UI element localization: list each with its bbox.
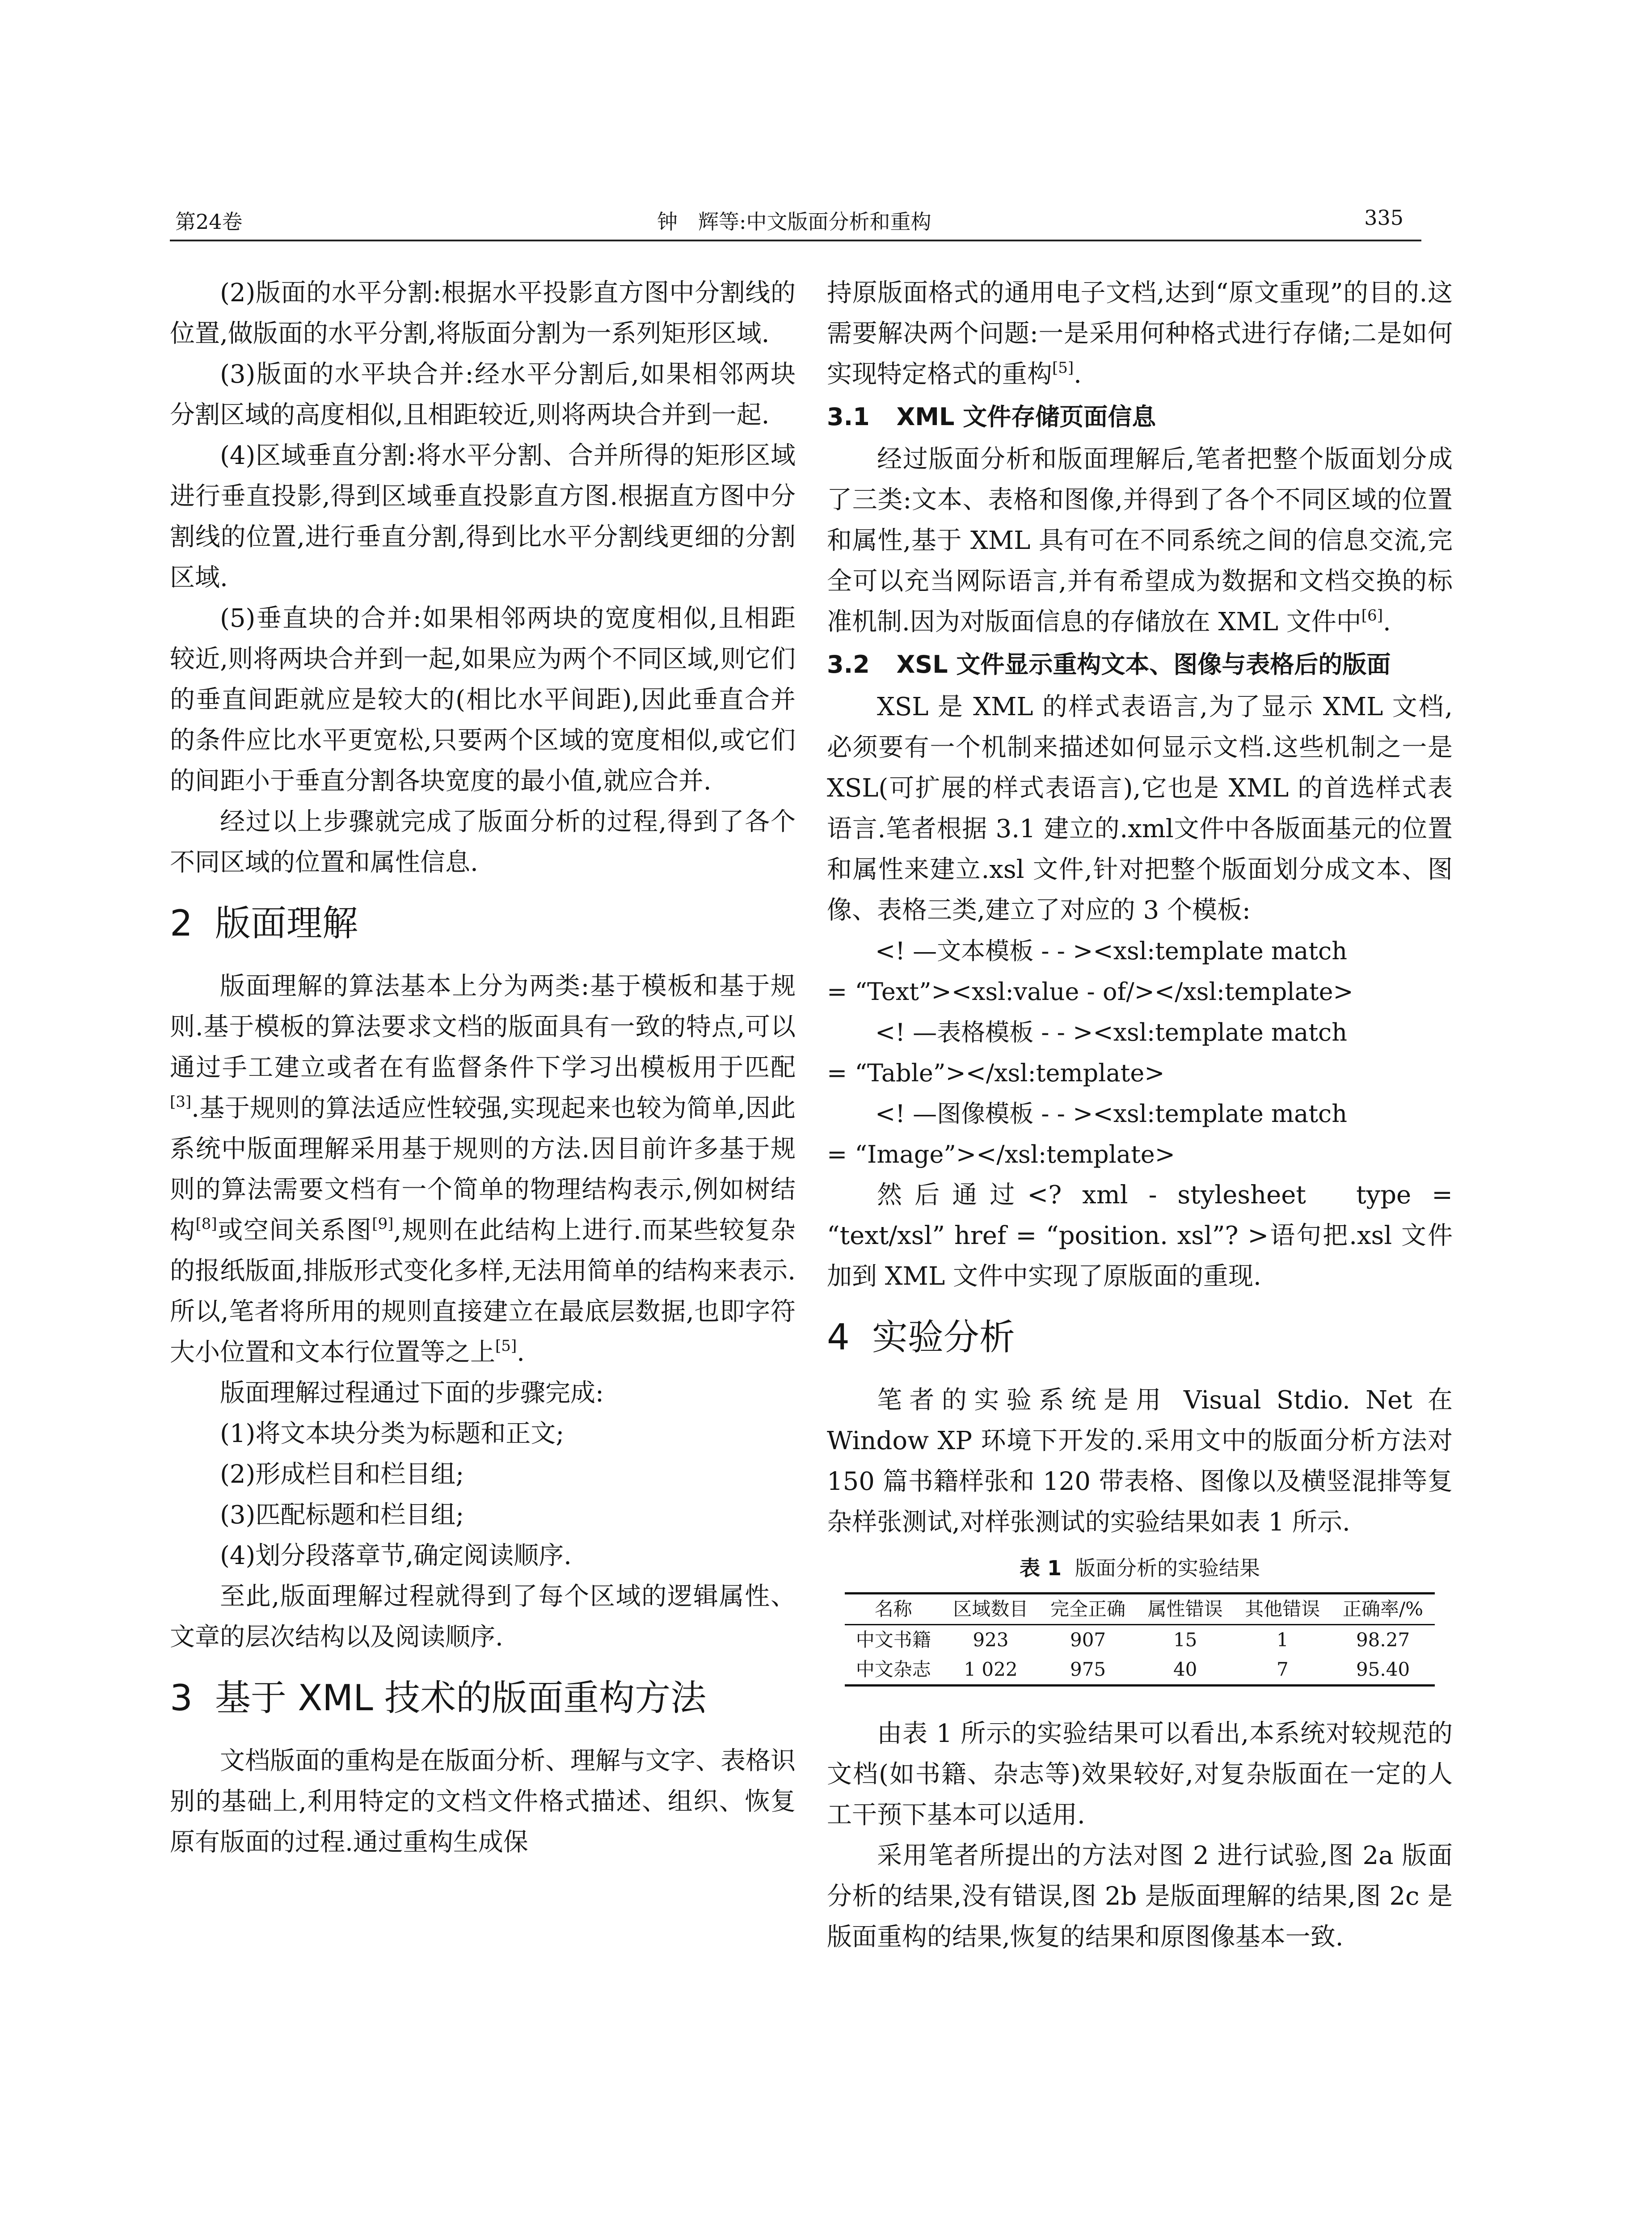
- table-header-row: [845, 1594, 1435, 1625]
- section-number: 4: [827, 1316, 850, 1358]
- paragraph: 然后通过<? xml - stylesheet type = “text/xsl” href = “position. xsl”? >语句把.xsl 文件加到 XML 文件中实现了原版面的重现.: [827, 1181, 1453, 1291]
- table-cell: 923: [973, 1629, 1009, 1651]
- text-run: .: [1074, 360, 1082, 389]
- paragraph: [827, 439, 1453, 642]
- code-line: = “Image”></xsl:template>: [827, 1140, 1175, 1168]
- paragraph: [827, 273, 1453, 395]
- citation: [3]: [170, 1093, 192, 1111]
- subsection-title: XML 文件存储页面信息: [896, 403, 1156, 431]
- table-cell: 1 022: [964, 1658, 1018, 1680]
- results-table: [845, 1592, 1435, 1687]
- list-item: (1)将文本块分类为标题和正文;: [220, 1419, 565, 1448]
- text-run: .基于规则的算法适应性较强,实现起来也较为简单,因此系统中版面理解采用基于规则的方法.因目前许多基于规则的算法需要文档有一个简单的物理结构表示,例如树结构: [170, 1094, 796, 1245]
- citation: [5]: [495, 1337, 517, 1355]
- table-title: 版面分析的实验结果: [1075, 1556, 1260, 1580]
- citation: [8]: [195, 1215, 217, 1233]
- paragraph: [170, 966, 796, 1373]
- table-cell: 98.27: [1356, 1629, 1410, 1651]
- table-cell: 1: [1276, 1629, 1289, 1651]
- section-title: 实验分析: [872, 1316, 1015, 1358]
- paragraph: 版面理解过程通过下面的步骤完成:: [220, 1379, 604, 1408]
- table-cell: 中文杂志: [856, 1658, 931, 1680]
- code-line: <! —文本模板 - - ><xsl:template match: [875, 937, 1348, 965]
- code-line: <! —表格模板 - - ><xsl:template match: [875, 1018, 1348, 1046]
- paragraph: 文档版面的重构是在版面分析、理解与文字、表格识别的基础上,利用特定的文档文件格式描述、组织、恢复原有版面的过程.通过重构生成保: [170, 1746, 796, 1857]
- table-header-cell: 属性错误: [1147, 1598, 1223, 1620]
- text-run: 持原版面格式的通用电子文档,达到“原文重现”的目的.这需要解决两个问题:一是采用何种格式进行存储;二是如何实现特定格式的重构: [827, 278, 1453, 389]
- section-heading-2: [170, 899, 796, 948]
- text-run: .: [1382, 607, 1391, 637]
- citation: [9]: [372, 1215, 394, 1233]
- paragraph: XSL 是 XML 的样式表语言,为了显示 XML 文档,必须要有一个机制来描述如何显示文档.这些机制之一是 XSL(可扩展的样式表语言),它也是 XML 的首选样式表语言.笔者根据 3.1 建立的.xml文件中各版面基元的位置和属性来建立.xsl 文件,针对把整个版面划分成文本、图像、表格三类,建立了对应的 3 个模板:: [827, 692, 1453, 925]
- section-title: 版面理解: [215, 902, 358, 944]
- right-column: [827, 273, 1453, 1957]
- table-cell: 907: [1070, 1629, 1106, 1651]
- table-cell: 975: [1070, 1658, 1106, 1680]
- subsection-title: XSL 文件显示重构文本、图像与表格后的版面: [896, 650, 1391, 679]
- table-header-cell: 名称: [874, 1598, 912, 1620]
- code-line: <! —图像模板 - - ><xsl:template match: [875, 1100, 1348, 1128]
- subsection-heading-3-1: [827, 396, 1453, 437]
- table-header-cell: 区域数目: [953, 1598, 1028, 1620]
- running-header: [170, 197, 1421, 241]
- subsection-number: 3.1: [827, 403, 870, 431]
- citation: [5]: [1052, 359, 1074, 377]
- paragraph: 由表 1 所示的实验结果可以看出,本系统对较规范的文档(如书籍、杂志等)效果较好,对复杂版面在一定的人工干预下基本可以适用.: [827, 1719, 1453, 1830]
- text-run: .: [517, 1338, 525, 1367]
- table-cell: 95.40: [1356, 1658, 1410, 1680]
- running-title: 钟 辉等:中文版面分析和重构: [657, 210, 931, 234]
- section-heading-4: [827, 1313, 1453, 1362]
- citation: [6]: [1361, 607, 1383, 624]
- list-item: (4)划分段落章节,确定阅读顺序.: [220, 1541, 572, 1570]
- section-heading-3: [170, 1674, 796, 1723]
- table-row: [845, 1655, 1435, 1686]
- text-run: 版面理解的算法基本上分为两类:基于模板和基于规则.基于模板的算法要求文档的版面具有一致的特点,可以通过手工建立或者在有监督条件下学习出模板用于匹配: [170, 972, 796, 1082]
- text-run: ,规则在此结构上进行.而某些较复杂的报纸版面,排版形式变化多样,无法用简单的结构来表示.所以,笔者将所用的规则直接建立在最底层数据,也即字符大小位置和文本行位置等之上: [170, 1216, 796, 1367]
- text-run: 或空间关系图: [217, 1216, 372, 1245]
- table-caption: [827, 1548, 1453, 1589]
- paragraph: 经过以上步骤就完成了版面分析的过程,得到了各个不同区域的位置和属性信息.: [170, 807, 796, 877]
- volume-label: 第24卷: [175, 210, 243, 234]
- table-cell: 中文书籍: [856, 1629, 931, 1651]
- table-cell: 7: [1276, 1658, 1289, 1680]
- table-cell: 15: [1173, 1629, 1197, 1651]
- section-number: 3: [170, 1677, 193, 1719]
- table-cell: 40: [1173, 1658, 1197, 1680]
- table-header-cell: 其他错误: [1245, 1598, 1320, 1620]
- subsection-number: 3.2: [827, 650, 870, 679]
- text-run: 经过版面分析和版面理解后,笔者把整个版面划分成了三类:文本、表格和图像,并得到了各个不同区域的位置和属性,基于 XML 具有可在不同系统之间的信息交流,完全可以充当网际语言,并有希望成为数据和文档交换的标准机制.因为对版面信息的存储放在 XML 文件中: [827, 445, 1453, 637]
- paragraph: (4)区域垂直分割:将水平分割、合并所得的矩形区域进行垂直投影,得到区域垂直投影直方图.根据直方图中分割线的位置,进行垂直分割,得到比水平分割线更细的分割区域.: [170, 441, 796, 592]
- code-line: = “Text”><xsl:value - of/></xsl:template>: [827, 978, 1353, 1006]
- paragraph: (5)垂直块的合并:如果相邻两块的宽度相似,且相距较近,则将两块合并到一起,如果应为两个不同区域,则它们的垂直间距就应是较大的(相比水平间距),因此垂直合并的条件应比水平更宽松,只要两个区域的宽度相似,或它们的间距小于垂直分割各块宽度的最小值,就应合并.: [170, 604, 796, 796]
- section-number: 2: [170, 902, 193, 944]
- paragraph: 至此,版面理解过程就得到了每个区域的逻辑属性、文章的层次结构以及阅读顺序.: [170, 1582, 796, 1652]
- table-header-cell: 正确率/%: [1343, 1598, 1424, 1620]
- code-line: = “Table”></xsl:template>: [827, 1059, 1165, 1087]
- paragraph: 采用笔者所提出的方法对图 2 进行试验,图 2a 版面分析的结果,没有错误,图 2b 是版面理解的结果,图 2c 是版面重构的结果,恢复的结果和原图像基本一致.: [827, 1841, 1453, 1952]
- paragraph: (3)版面的水平块合并:经水平分割后,如果相邻两块分割区域的高度相似,且相距较近,则将两块合并到一起.: [170, 360, 796, 430]
- paragraph: 笔者的实验系统是用 Visual Stdio. Net 在 Window XP 环境下开发的.采用文中的版面分析方法对 150 篇书籍样张和 120 带表格、图像以及横竖混排等复杂样张测试,对样张测试的实验结果如表 1 所示.: [827, 1386, 1453, 1537]
- left-column: [170, 273, 796, 1863]
- page-number: 335: [1364, 206, 1403, 230]
- table-row: [845, 1625, 1435, 1655]
- table-label: 表 1: [1019, 1556, 1062, 1580]
- paragraph: (2)版面的水平分割:根据水平投影直方图中分割线的位置,做版面的水平分割,将版面分割为一系列矩形区域.: [170, 278, 796, 348]
- table-header-cell: 完全正确: [1050, 1598, 1126, 1620]
- list-item: (3)匹配标题和栏目组;: [220, 1501, 464, 1530]
- list-item: (2)形成栏目和栏目组;: [220, 1460, 464, 1489]
- section-title: 基于 XML 技术的版面重构方法: [215, 1677, 707, 1719]
- subsection-heading-3-2: [827, 644, 1453, 685]
